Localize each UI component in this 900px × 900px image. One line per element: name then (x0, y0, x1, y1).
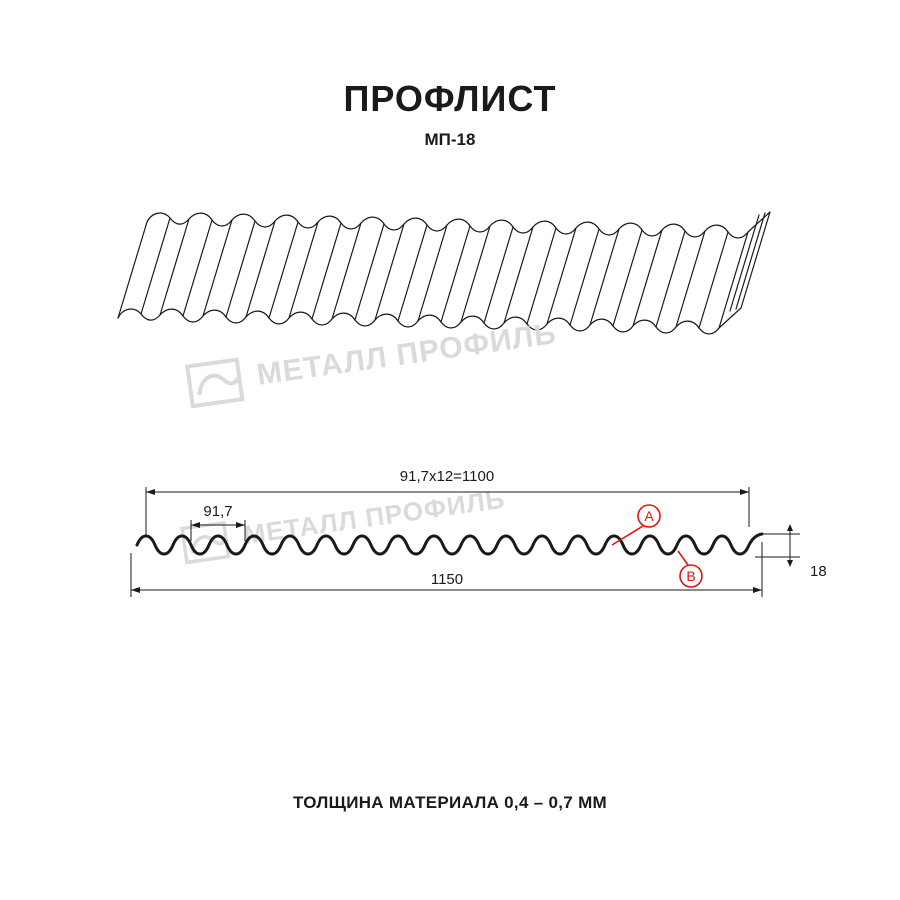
dimension-label-pitch-total: 91,7x12=1100 (399, 468, 495, 485)
material-thickness-note: ТОЛЩИНА МАТЕРИАЛА 0,4 – 0,7 ММ (292, 793, 607, 812)
callout-b-label: B (686, 568, 696, 584)
svg-text:МЕТАЛЛ ПРОФИЛЬ: МЕТАЛЛ ПРОФИЛЬ (254, 317, 559, 392)
dimension-label-height: 18 (810, 563, 827, 580)
dimension-label-overall-width: 1150 (430, 571, 464, 588)
callout-a-label: A (644, 508, 654, 524)
page-title: ПРОФЛИСТ (343, 78, 557, 119)
cross-section-profile (137, 534, 762, 554)
svg-text:МЕТАЛЛ ПРОФИЛЬ: МЕТАЛЛ ПРОФИЛЬ (241, 483, 507, 551)
dimension-label-pitch-single: 91,7 (203, 503, 233, 520)
callout-b[interactable] (678, 551, 702, 587)
watermark-upper (187, 315, 559, 406)
isometric-sheet (118, 212, 770, 334)
page-subtitle: МП-18 (424, 130, 476, 149)
